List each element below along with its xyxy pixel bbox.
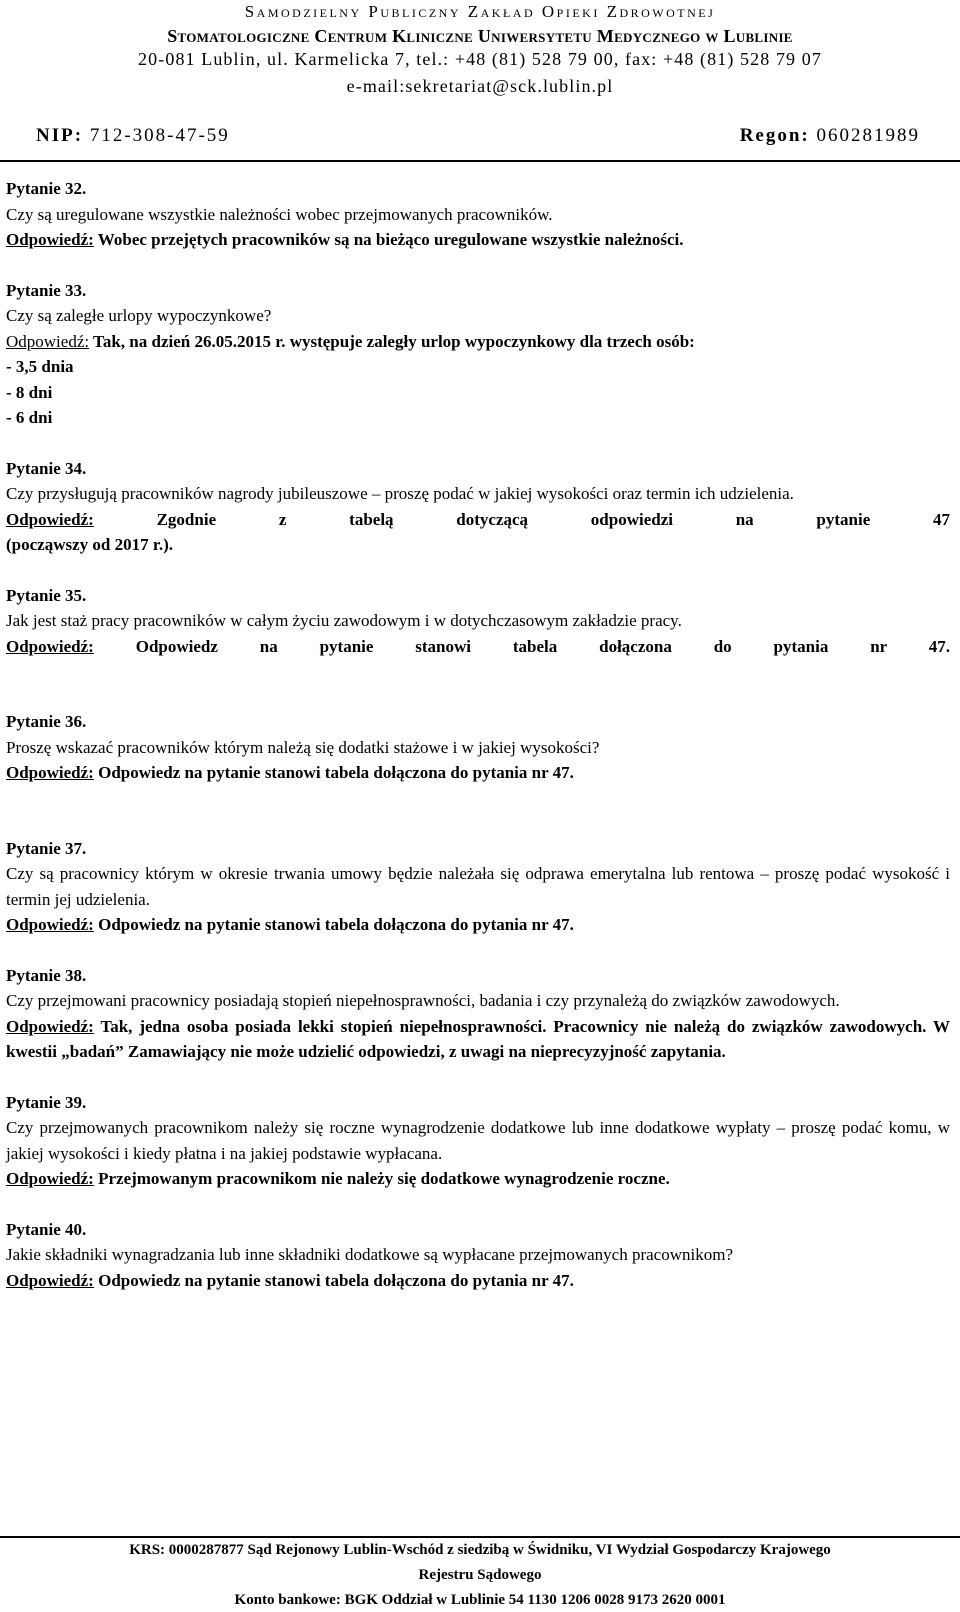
question-text: Czy są uregulowane wszystkie należności wobec przejmowanych pracowników. xyxy=(6,204,553,224)
question-title: Pytanie 36. xyxy=(6,712,87,731)
question-text: Czy są pracownicy którym w okresie trwania umowy będzie należała się odprawa emerytalna lub rentowa – proszę podać wysokość i termin jej udzielenia. xyxy=(6,864,950,909)
question-36 xyxy=(6,709,950,786)
question-title: Pytanie 32. xyxy=(6,179,87,198)
answer-text: Odpowiedz na pytanie stanowi tabela dołączona do pytania nr 47. xyxy=(98,915,574,934)
answer-text: Odpowiedz na pytanie stanowi tabela dołączona do pytania nr 47. xyxy=(98,763,574,782)
question-38 xyxy=(6,963,950,1065)
question-33 xyxy=(6,278,950,431)
answer-label: Odpowiedź: xyxy=(6,331,90,351)
answer-text: Zgodnie z tabelą dotyczącą odpowiedzi na pytanie 47 xyxy=(156,509,950,529)
question-title: Pytanie 33. xyxy=(6,280,87,300)
footer-registry: Rejestru Sądowego xyxy=(418,1567,542,1583)
institution-type: Samodzielny Publiczny Zakład Opieki Zdrowotnej xyxy=(244,2,716,21)
nip xyxy=(36,125,230,147)
question-title: Pytanie 39. xyxy=(6,1092,87,1112)
question-34 xyxy=(6,456,950,558)
answer xyxy=(6,634,950,660)
answer-text: Odpowiedz na pytanie stanowi tabela dołączona do pytania nr 47. xyxy=(135,636,950,656)
answer-list-item: - 6 dni xyxy=(6,408,53,427)
answer xyxy=(6,227,950,253)
question-39 xyxy=(6,1090,950,1192)
institution-email: e-mail:sekretariat@sck.lublin.pl xyxy=(346,76,614,96)
answer xyxy=(6,1268,950,1294)
question-text: Czy przysługują pracowników nagrody jubileuszowe – proszę podać w jakiej wysokości oraz termin ich udzielenia. xyxy=(6,484,794,503)
question-35 xyxy=(6,583,950,660)
question-title: Pytanie 34. xyxy=(6,458,87,478)
question-40 xyxy=(6,1217,950,1294)
answer-label: Odpowiedź: xyxy=(6,915,94,934)
answer-text-continued: (począwszy od 2017 r.). xyxy=(6,535,173,554)
document-body xyxy=(6,176,950,1318)
question-text: Czy przejmowani pracownicy posiadają stopień niepełnosprawności, badania i czy przynależą do związków zawodowych. xyxy=(6,991,840,1010)
footer-bank-account: Konto bankowe: BGK Oddział w Lublinie 54 1130 1206 0028 9173 2620 0001 xyxy=(234,1592,726,1608)
question-text: Jak jest staż pracy pracowników w całym życiu zawodowym i w dotychczasowym zakładzie pracy. xyxy=(6,611,682,630)
question-text: Czy przejmowanych pracownikom należy się roczne wynagrodzenie dodatkowe lub inne dodatkowe wypłaty – proszę podać komu, w jakiej wysokości i kiedy płatna i na jakiej podstawie wypłacana. xyxy=(6,1118,950,1163)
answer xyxy=(6,329,950,355)
answer-label: Odpowiedź: xyxy=(6,763,94,782)
answer-label: Odpowiedź: xyxy=(6,1270,94,1290)
answer-label: Odpowiedź: xyxy=(6,1016,94,1036)
question-title: Pytanie 40. xyxy=(6,1219,87,1239)
question-text: Proszę wskazać pracowników którym należą się dodatki stażowe i w jakiej wysokości? xyxy=(6,737,600,757)
institution-address: 20-081 Lublin, ul. Karmelicka 7, tel.: +48 (81) 528 79 00, fax: +48 (81) 528 79 07 xyxy=(138,49,822,69)
answer xyxy=(6,1166,950,1192)
answer-label: Odpowiedź: xyxy=(6,230,94,249)
question-text: Czy są zaległe urlopy wypoczynkowe? xyxy=(6,306,272,325)
answer-label: Odpowiedź: xyxy=(6,1169,94,1188)
answer-list-item: - 8 dni xyxy=(6,382,53,402)
answer-label: Odpowiedź: xyxy=(6,636,94,656)
answer xyxy=(6,507,950,533)
answer-list-item: - 3,5 dnia xyxy=(6,357,74,376)
question-title: Pytanie 38. xyxy=(6,965,87,985)
answer xyxy=(6,912,950,938)
header-divider xyxy=(0,160,960,162)
answer-label: Odpowiedź: xyxy=(6,509,94,529)
regon xyxy=(740,125,920,147)
institution-name: Stomatologiczne Centrum Kliniczne Uniwersytetu Medycznego w Lublinie xyxy=(167,26,793,46)
answer-text: Wobec przejętych pracowników są na bieżąco uregulowane wszystkie należności. xyxy=(97,230,684,249)
answer-text: Przejmowanym pracownikom nie należy się dodatkowe wynagrodzenie roczne. xyxy=(98,1169,670,1188)
question-title: Pytanie 37. xyxy=(6,838,87,858)
answer xyxy=(6,760,950,786)
answer xyxy=(6,1014,950,1065)
regon-label: Regon: xyxy=(739,125,810,146)
nip-label: NIP: xyxy=(36,125,84,146)
answer-text: Tak, jedna osoba posiada lekki stopień niepełnosprawności. Pracownicy nie należą do związków zawodowych. W kwestii „badań” Zamawiający nie może udzielić odpowiedzi, z uwagi na nieprecyzyjność zapytania. xyxy=(6,1016,950,1061)
question-text: Jakie składniki wynagradzania lub inne składniki dodatkowe są wypłacane przejmowanych pracownikom? xyxy=(6,1245,733,1264)
question-32 xyxy=(6,176,950,253)
answer-text: Odpowiedz na pytanie stanowi tabela dołączona do pytania nr 47. xyxy=(98,1270,574,1290)
answer-text: Tak, na dzień 26.05.2015 r. występuje zaległy urlop wypoczynkowy dla trzech osób: xyxy=(93,331,695,351)
footer-divider xyxy=(0,1536,960,1538)
footer-krs: KRS: 0000287877 Sąd Rejonowy Lublin-Wschód z siedzibą w Świdniku, VI Wydział Gospodarczy Krajowego xyxy=(129,1542,831,1558)
question-title: Pytanie 35. xyxy=(6,585,87,605)
nip-value: 712-308-47-59 xyxy=(89,125,230,146)
question-37 xyxy=(6,836,950,938)
regon-value: 060281989 xyxy=(816,125,920,146)
